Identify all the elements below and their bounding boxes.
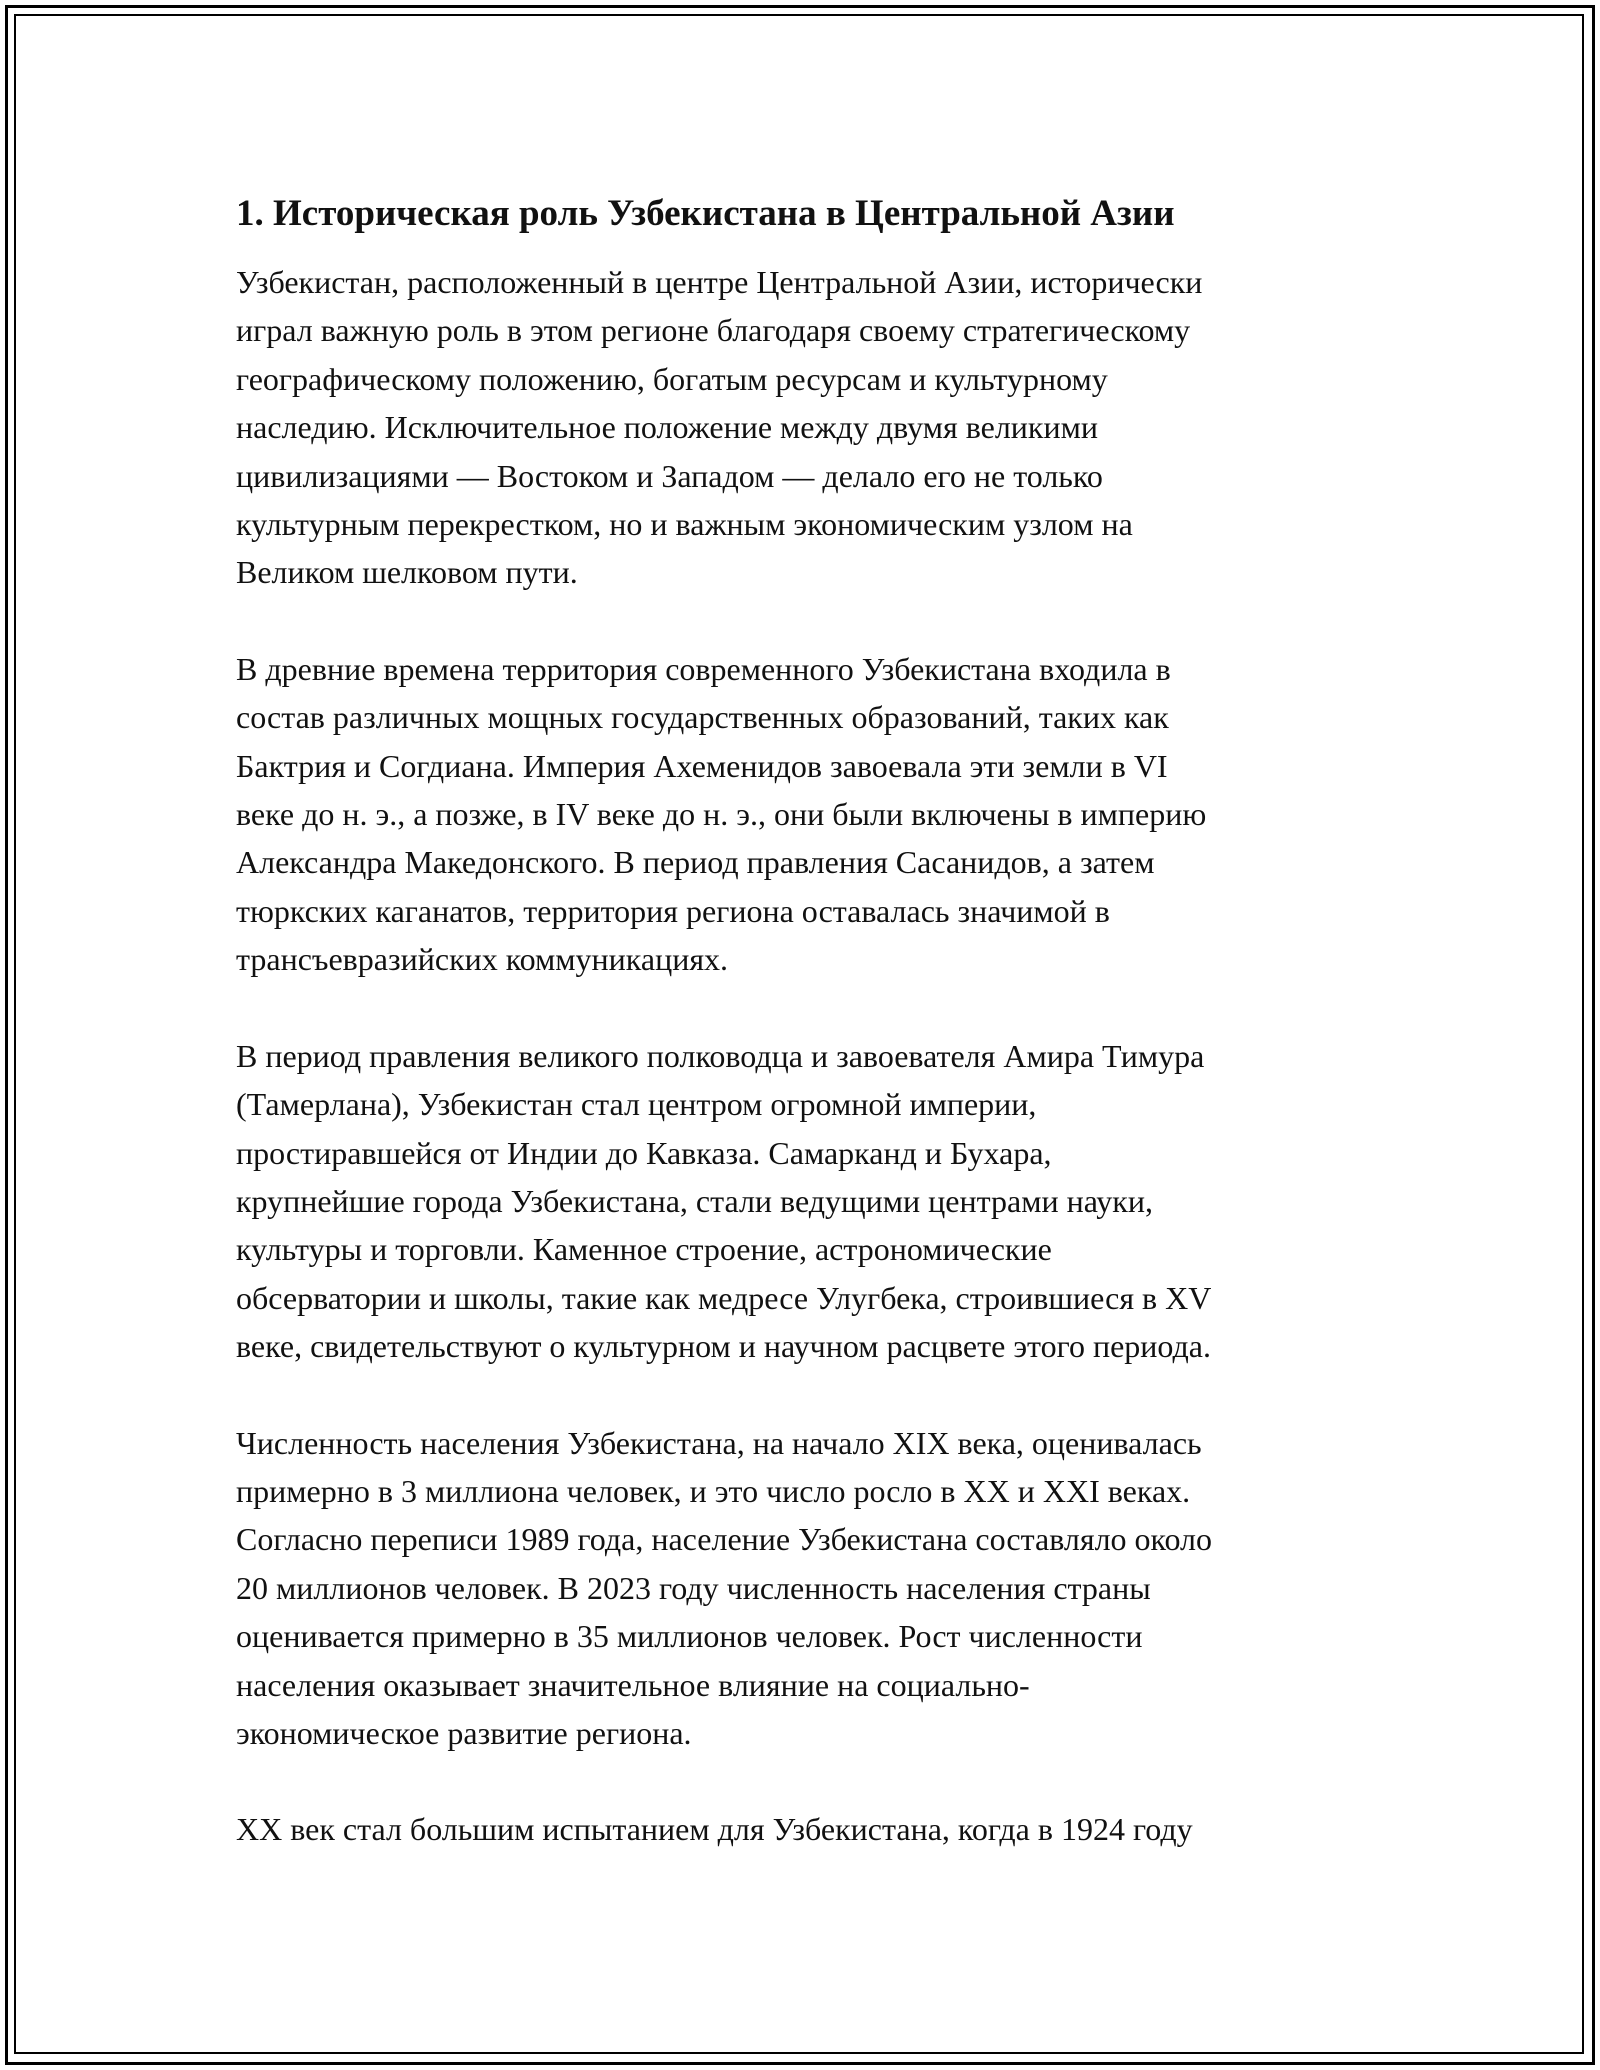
text-line: Великом шелковом пути. xyxy=(236,554,578,591)
text-line: культуры и торговли. Каменное строение, астрономические xyxy=(236,1231,1052,1268)
text-line: Узбекистан, расположенный в центре Центральной Азии, исторически xyxy=(236,264,1203,300)
text-line: (Тамерлана), Узбекистан стал центром огромной империи, xyxy=(236,1086,1037,1123)
text-line: XX век стал большим испытанием для Узбекистана, когда в 1924 году xyxy=(236,1811,1193,1848)
text-line: В период правления великого полководца и завоевателя Амира Тимура xyxy=(236,1037,1205,1074)
paragraph xyxy=(236,645,1366,984)
text-line: крупнейшие города Узбекистана, стали ведущими центрами науки, xyxy=(236,1182,1153,1219)
paragraph xyxy=(236,1032,1366,1371)
section-heading: 1. Историческая роль Узбекистана в Центральной Азии xyxy=(236,193,1175,234)
text-line: Бактрия и Согдиана. Империя Ахеменидов завоевала эти земли в VI xyxy=(236,747,1168,784)
document-body xyxy=(236,188,1366,1902)
text-line: наследию. Исключительное положение между двумя великими xyxy=(236,409,1098,446)
text-line: Численность населения Узбекистана, на начало XIX века, оценивалась xyxy=(236,1424,1202,1461)
text-line: цивилизациями — Востоком и Западом — делало его не только xyxy=(236,457,1103,494)
text-line: играл важную роль в этом регионе благодаря своему стратегическому xyxy=(236,312,1191,349)
text-line: трансъевразийских коммуникациях. xyxy=(236,941,729,978)
paragraph xyxy=(236,258,1366,597)
text-line: географическому положению, богатым ресурсам и культурному xyxy=(236,360,1108,397)
text-line: тюркских каганатов, территория региона оставалась значимой в xyxy=(236,892,1110,929)
text-line: оценивается примерно в 35 миллионов человек. Рост численности xyxy=(236,1618,1143,1655)
text-line: 20 миллионов человек. В 2023 году численность населения страны xyxy=(236,1569,1151,1606)
text-line: Александра Македонского. В период правления Сасанидов, а затем xyxy=(236,844,1155,881)
text-line: обсерватории и школы, такие как медресе Улугбека, строившиеся в XV xyxy=(236,1279,1212,1316)
text-line: экономическое развитие региона. xyxy=(236,1714,692,1751)
text-line: культурным перекрестком, но и важным экономическим узлом на xyxy=(236,506,1133,543)
text-line: простиравшейся от Индии до Кавказа. Самарканд и Бухара, xyxy=(236,1134,1052,1171)
text-line: веке, свидетельствуют о культурном и научном расцвете этого периода. xyxy=(236,1328,1211,1365)
text-line: населения оказывает значительное влияние на социально- xyxy=(236,1666,1030,1703)
paragraph xyxy=(236,1805,1366,1853)
text-line: состав различных мощных государственных образований, таких как xyxy=(236,699,1169,736)
paragraph xyxy=(236,1419,1366,1758)
text-line: Согласно переписи 1989 года, население Узбекистана составляло около xyxy=(236,1521,1213,1558)
text-line: В древние времена территория современного Узбекистана входила в xyxy=(236,650,1171,687)
text-line: веке до н. э., а позже, в IV веке до н. э., они были включены в империю xyxy=(236,796,1207,833)
text-line: примерно в 3 миллиона человек, и это число росло в XX и XXI веках. xyxy=(236,1472,1191,1509)
